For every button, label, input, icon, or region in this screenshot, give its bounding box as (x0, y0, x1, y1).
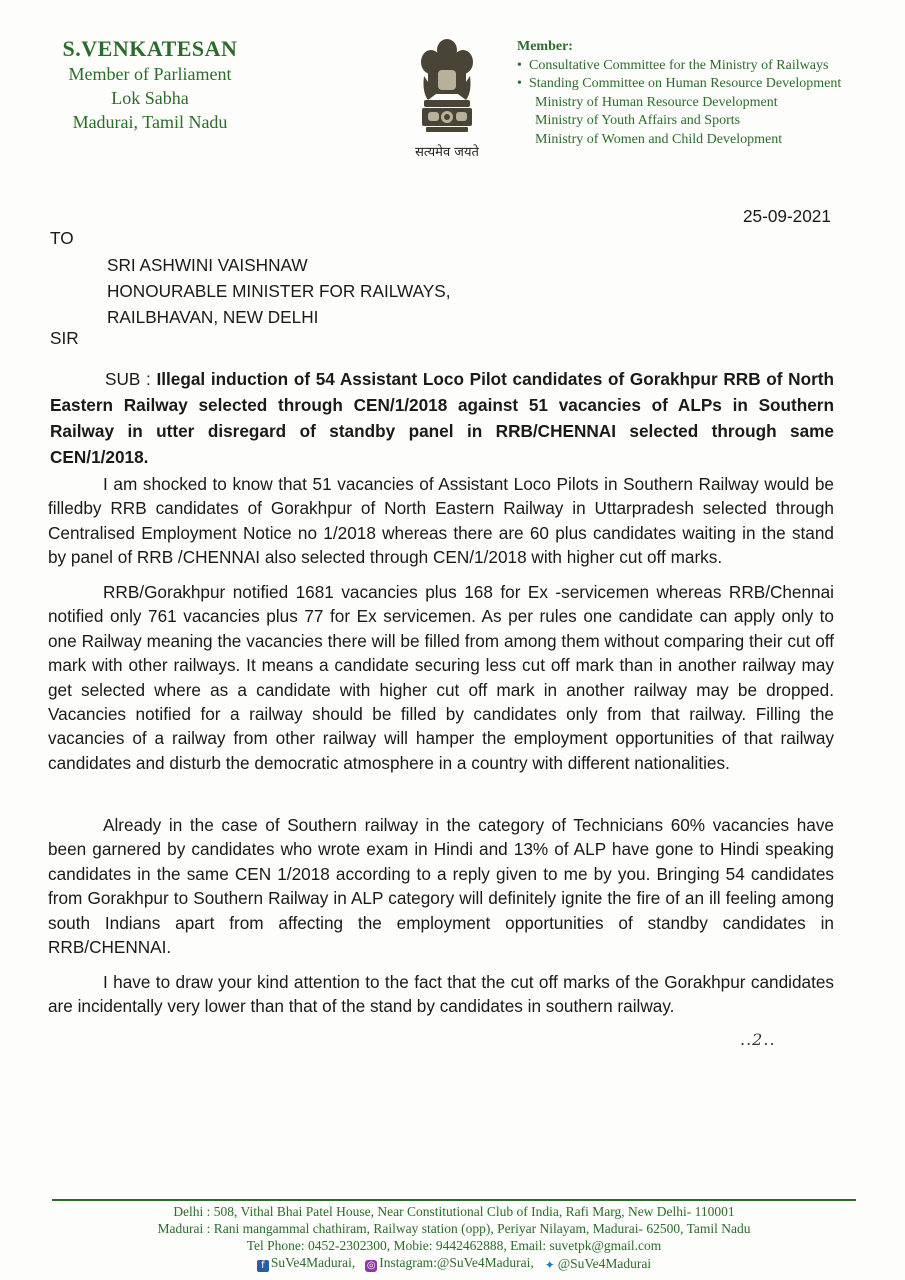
recipient-title: HONOURABLE MINISTER FOR RAILWAYS, (107, 281, 451, 301)
letterhead-memberships (517, 38, 897, 149)
recipient-name: SRI ASHWINI VAISHNAW (107, 255, 308, 275)
instagram-icon: ◎ (366, 1260, 376, 1271)
subject-text: Illegal induction of 54 Assistant Loco Pilot candidates of Gorakhpur RRB of North Eastern Railway selected through CEN/1/2018 against 51 vacancies of ALPs in Southern Railway in utter disregard of standby panel in RRB/CHENNAI selected through same CEN/1/2018. (50, 369, 834, 467)
emblem-motto: सत्यमेव जयते (415, 145, 479, 160)
instagram-handle: Instagram:@SuVe4Madurai, (379, 1255, 534, 1270)
twitter-link[interactable] (544, 1255, 651, 1272)
lion-capital-icon (414, 36, 480, 140)
social-links (52, 1254, 856, 1272)
subject-line (50, 366, 834, 470)
letter-date: 25-09-2021 (743, 206, 831, 226)
sender-house: Lok Sabha (111, 88, 189, 108)
twitter-icon: ✦ (544, 1257, 555, 1272)
body-paragraph: Already in the case of Southern railway in the category of Technicians 60% vacancies have been garnered by candidates who wrote exam in Hindi and 13% of ALP have gone to Hindi speaking candidates in the same CEN 1/2018 according to a reply given to me by you. Bringing 54 candidates from Gorakhpur to Southern Railway in ALP category will definitely ignite the fire of an ill feeling among south Indians apart from affecting the employment opportunities of standby candidates in RRB/CHENNAI. (48, 815, 834, 958)
instagram-link[interactable] (365, 1254, 534, 1272)
salutation: SIR (50, 328, 79, 348)
national-emblem (402, 36, 492, 160)
footer-divider (52, 1199, 856, 1201)
madurai-address: Madurai : Rani mangammal chathiram, Railway station (opp), Periyar Nilayam, Madurai- 62500, Tamil Nadu (157, 1221, 751, 1236)
sender-title: Member of Parliament (68, 64, 232, 84)
ministry-item: Ministry of Human Resource Development (535, 94, 778, 110)
letterhead-footer (52, 1203, 856, 1272)
ministry-item: Ministry of Youth Affairs and Sports (535, 113, 741, 128)
contact-line: Tel Phone: 0452-2302300, Mobie: 9442462888, Email: suvetpk@gmail.com (246, 1238, 662, 1253)
body-paragraph: I have to draw your kind attention to the fact that the cut off marks of the Gorakhpur candidates are incidentally very lower than that of the stand by candidates in southern railway. (48, 972, 834, 1017)
sender-name: S.VENKATESAN (62, 36, 238, 61)
body-paragraph: RRB/Gorakhpur notified 1681 vacancies plus 168 for Ex -servicemen whereas RRB/Chennai notified only 761 vacancies plus 77 for Ex servicemen. As per rules one candidate can apply only to one Railway meaning the vacancies there will be filled from among them without comparing their cut off mark with other railways. It means a candidate securing less cut off mark than in another railway may get selected where as a candidate with higher cut off mark in another railway may be dropped. Vacancies notified for a railway should be filled by candidates only from that railway. Filling the vacancies of a railway from other railway will hamper the employment opportunities of that railway candidates and disturb the democratic atmosphere in a country with different nationalities. (48, 582, 834, 773)
to-label: TO (50, 228, 74, 248)
letterhead-sender (40, 36, 260, 134)
facebook-link[interactable] (257, 1254, 355, 1272)
delhi-address: Delhi : 508, Vithal Bhai Patel House, Near Constitutional Club of India, Rafi Marg, New Delhi- 110001 (173, 1204, 735, 1219)
ministry-item: Ministry of Women and Child Development (535, 131, 783, 147)
membership-item: • Standing Committee on Human Resource Development (517, 75, 897, 94)
recipient-address (107, 252, 450, 330)
recipient-location: RAILBHAVAN, NEW DELHI (107, 307, 319, 327)
sender-constituency: Madurai, Tamil Nadu (72, 112, 228, 132)
member-heading: Member: (517, 39, 573, 54)
facebook-handle: SuVe4Madurai, (270, 1255, 356, 1270)
page-marker: ..2.. (740, 1030, 776, 1049)
twitter-handle: @SuVe4Madurai (557, 1255, 652, 1271)
facebook-icon: f (257, 1260, 269, 1272)
membership-item: • Consultative Committee for the Ministry of Railways (517, 57, 897, 76)
body-paragraph: I am shocked to know that 51 vacancies of Assistant Loco Pilots in Southern Railway would be filledby RRB candidates of Gorakhpur of North Eastern Railway in Uttarpradesh selected through Centralised Employment Notice no 1/2018 whereas there are 60 plus candidates waiting in the stand by panel of RRB /CHENNAI also selected through CEN/1/2018 with higher cut off marks. (48, 474, 834, 568)
subject-prefix: SUB : (105, 369, 157, 389)
